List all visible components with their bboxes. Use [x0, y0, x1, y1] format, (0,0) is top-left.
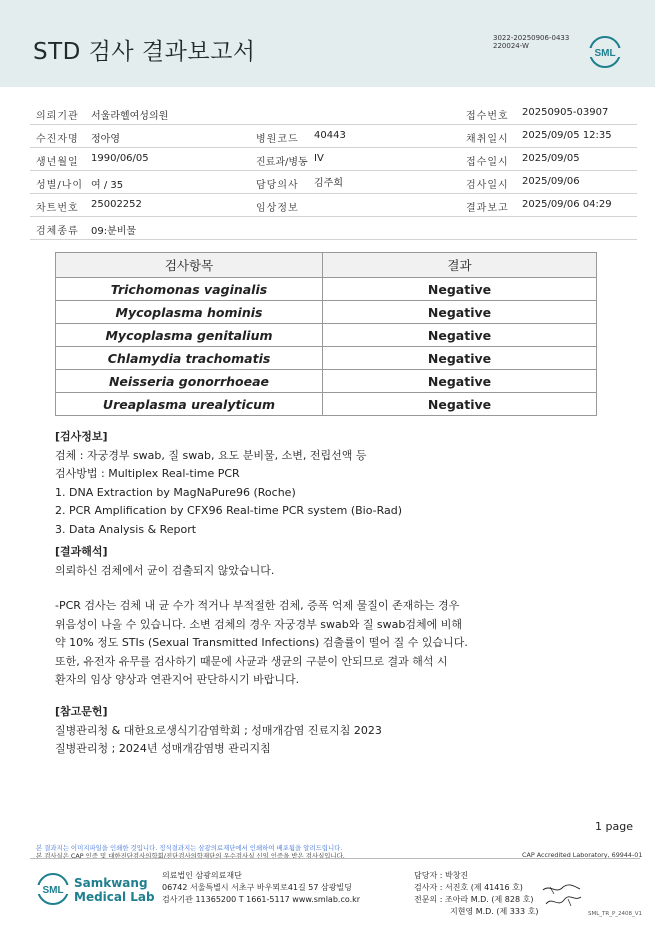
tested-label: 검사일시 — [466, 180, 509, 191]
interpretation-spacer — [55, 580, 468, 597]
footer-brand-line-2: Medical Lab — [74, 890, 155, 904]
results-header-row — [56, 253, 597, 278]
cap-accreditation: CAP Accredited Laboratory, 69944-01 — [522, 851, 643, 859]
info-row-5 — [30, 193, 637, 217]
interpretation-line: 위음성이 나올 수 있습니다. 소변 검체의 경우 자궁경부 swab와 질 swab검체에 비해 — [55, 617, 463, 631]
test-info-line: 검사방법 : Multiplex Real-time PCR — [55, 467, 240, 480]
column-header-item: 검사항목 — [56, 253, 323, 278]
test-info-heading: [검사정보] — [55, 430, 108, 443]
test-result: Negative — [323, 301, 597, 324]
staff-line: 전문의 : 조아라 M.D. (제 828 호) — [414, 895, 534, 904]
staff-line: 지현영 M.D. (제 333 호) — [450, 907, 539, 916]
chart-no-value: 25002252 — [91, 199, 142, 210]
test-info-line: 2. PCR Amplification by CFX96 Real-time PCR system (Bio-Rad) — [55, 504, 403, 517]
doctor-label: 담당의사 — [256, 180, 299, 191]
references-heading: [참고문헌] — [55, 705, 108, 718]
column-header-result: 결과 — [323, 253, 597, 278]
table-row — [56, 347, 597, 370]
test-info-line: 3. Data Analysis & Report — [55, 522, 197, 536]
test-result: Negative — [323, 324, 597, 347]
name-label: 수진자명 — [36, 134, 79, 145]
page-number: 1 page — [595, 820, 633, 833]
sex-age-value: 여 / 35 — [91, 180, 124, 191]
doctor-value: 김주희 — [314, 178, 343, 189]
reported-label: 결과보고 — [466, 203, 509, 214]
clinical-info-label: 임상정보 — [256, 203, 299, 214]
chart-no-label: 차트번호 — [36, 203, 79, 214]
test-item: Mycoplasma genitalium — [56, 324, 323, 347]
interpretation-line: 약 10% 정도 STIs (Sexual Transmitted Infections) 검출률이 떨어 질 수 있습니다. — [55, 636, 468, 649]
institution-label: 의뢰기관 — [36, 111, 79, 122]
test-info-line: 1. DNA Extraction by MagNaPure96 (Roche) — [55, 485, 296, 499]
ward-code-value: 40443 — [314, 130, 346, 141]
footer-address-line: 검사기관 11365200 T 1661-5117 www.smlab.co.kr — [162, 895, 361, 904]
samkwang-logo-icon — [36, 872, 70, 906]
reported-value: 2025/09/06 04:29 — [522, 199, 612, 210]
receipt-no-value: 20250905-03907 — [522, 107, 609, 118]
test-result: Negative — [323, 278, 597, 301]
ward-code-label: 병원코드 — [256, 134, 299, 145]
test-item: Mycoplasma hominis — [56, 301, 323, 324]
results-table — [55, 252, 597, 416]
sml-logo — [588, 35, 622, 69]
sml-logo-text: SML — [594, 48, 616, 59]
interpretation-section — [55, 543, 468, 690]
interpretation-line: 의뢰하신 검체에서 균이 검출되지 않았습니다. — [55, 563, 275, 577]
footer-address — [162, 870, 360, 906]
sex-age-label: 성별/나이 — [36, 180, 84, 191]
dob-label: 생년월일 — [36, 157, 79, 168]
test-item: Trichomonas vaginalis — [56, 278, 323, 301]
table-row — [56, 370, 597, 393]
form-code: SML_TR_P_2408_V1 — [588, 911, 643, 917]
test-info-section — [55, 428, 402, 539]
references-section — [55, 703, 382, 759]
test-item: Ureaplasma urealyticum — [56, 393, 323, 416]
document-number-line-1: 3022-20250906-0433 — [493, 34, 570, 42]
footer-notice-cap: 본 검사실은 CAP 인증 및 대한진단검사의학회/진단검사의학재단의 우수검사실 신임 인증을 받은 검사실입니다. — [36, 852, 345, 860]
dept-label: 진료과/병동 — [256, 157, 308, 168]
collected-value: 2025/09/05 12:35 — [522, 130, 612, 141]
test-result: Negative — [323, 347, 597, 370]
test-item: Neisseria gonorrhoeae — [56, 370, 323, 393]
table-row — [56, 393, 597, 416]
received-label: 접수일시 — [466, 157, 509, 168]
footer-divider — [30, 858, 640, 859]
interpretation-line: 환자의 임상 양상과 연관지어 판단하시기 바랍니다. — [55, 673, 300, 686]
name-value: 정아영 — [91, 134, 120, 145]
institution-value: 서울라헬여성의원 — [91, 111, 169, 122]
test-result: Negative — [323, 370, 597, 393]
test-info-line: 검체 : 자궁경부 swab, 질 swab, 요도 분비물, 소변, 전립선액 등 — [55, 448, 367, 462]
specimen-label: 검체종류 — [36, 226, 79, 237]
document-number-line-2: 220024-W — [493, 42, 529, 50]
interpretation-heading: [결과해석] — [55, 545, 108, 558]
info-row-6 — [30, 216, 637, 240]
footer-brand — [74, 876, 155, 904]
reference-line: 질병관리청 & 대한요로생식기감염학회 ; 성매개감염 진료지침 2023 — [55, 723, 382, 737]
interpretation-line: 또한, 유전자 유무를 검사하기 때문에 사균과 생균의 구분이 안되므로 결과 해석 시 — [55, 654, 448, 668]
footer-address-line: 의료법인 삼광의료재단 — [162, 871, 242, 880]
info-row-2 — [30, 124, 637, 148]
footer-staff — [414, 870, 538, 918]
reference-line: 질병관리청 ; 2024년 성매개감염병 관리지침 — [55, 742, 271, 755]
info-row-1 — [30, 101, 637, 125]
dept-value: IV — [314, 153, 324, 164]
table-row — [56, 301, 597, 324]
footer-notice-print: 본 결과지는 이미지파일을 인쇄한 것입니다. 정식결과지는 삼광의료재단에서 인쇄하여 배포됨을 알려드립니다. — [36, 844, 343, 852]
receipt-no-label: 접수번호 — [466, 111, 509, 122]
footer-address-line: 06742 서울특별시 서초구 바우뫼로41길 57 삼광빌딩 — [162, 883, 352, 892]
staff-line: 담당자 : 박창진 — [414, 871, 469, 880]
test-item: Chlamydia trachomatis — [56, 347, 323, 370]
samkwang-logo-text: SML — [42, 885, 64, 896]
specimen-value: 09:분비물 — [91, 226, 137, 237]
test-result: Negative — [323, 393, 597, 416]
info-row-4 — [30, 170, 637, 194]
table-row — [56, 278, 597, 301]
staff-line: 검사자 : 서진호 (제 41416 호) — [414, 883, 523, 892]
tested-value: 2025/09/06 — [522, 176, 580, 187]
interpretation-line: -PCR 검사는 검체 내 균 수가 적거나 부적절한 검체, 증폭 억제 물질이 존재하는 경우 — [55, 599, 460, 612]
table-row — [56, 324, 597, 347]
footer-brand-line-1: Samkwang — [74, 876, 148, 890]
signature-icon — [540, 882, 584, 912]
report-title: STD 검사 결과보고서 — [33, 39, 256, 65]
collected-label: 채취일시 — [466, 134, 509, 145]
dob-value: 1990/06/05 — [91, 153, 149, 164]
received-value: 2025/09/05 — [522, 153, 580, 164]
document-number — [493, 34, 569, 50]
info-row-3 — [30, 147, 637, 171]
